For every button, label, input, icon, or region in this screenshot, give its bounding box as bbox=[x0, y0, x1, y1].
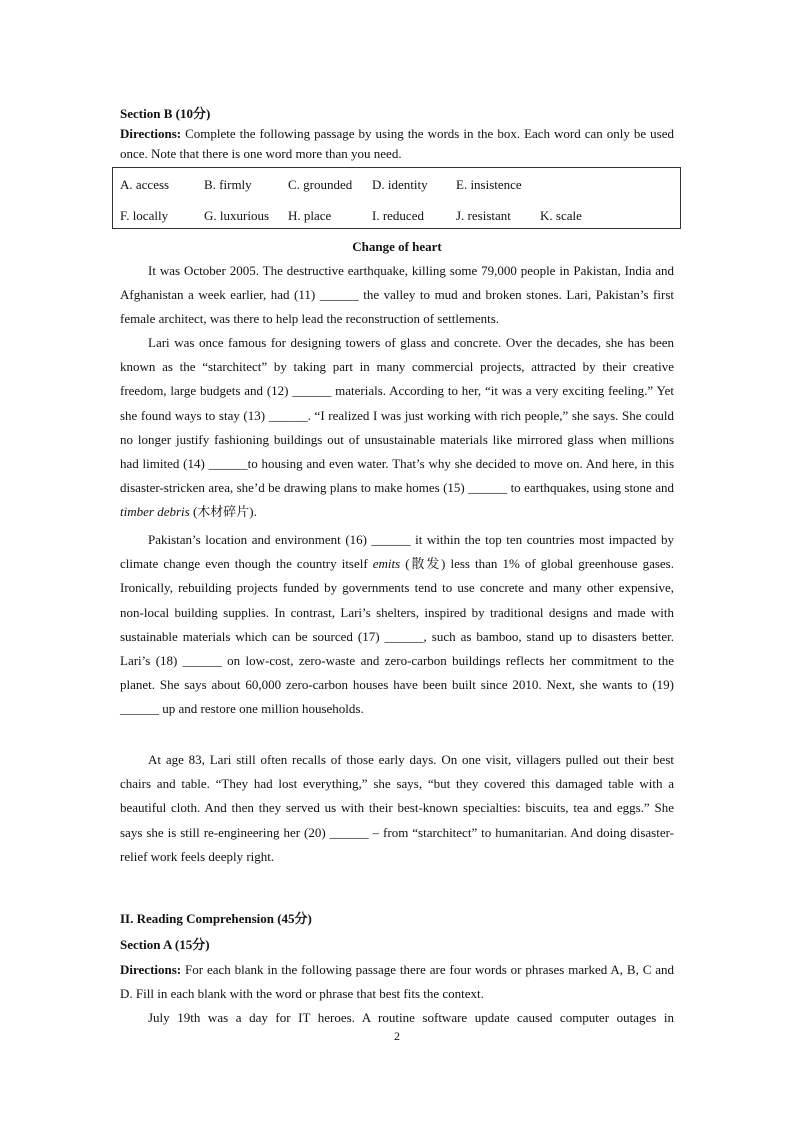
passage-paragraph-3 bbox=[120, 528, 674, 722]
word-option: I. reduced bbox=[372, 208, 424, 223]
word-option: D. identity bbox=[372, 177, 428, 192]
word-option: E. insistence bbox=[456, 177, 522, 192]
directions-label: Directions: bbox=[120, 126, 182, 141]
word-option: H. place bbox=[288, 208, 332, 223]
word-option: K. scale bbox=[540, 208, 582, 223]
p3-text: Pakistan’s location and environment (16) ______ it within the top ten countries most impacted by climate change even though the country itself bbox=[120, 532, 674, 572]
passage-title: Change of heart bbox=[352, 239, 442, 254]
section-a-directions bbox=[120, 958, 674, 1006]
word-option: B. firmly bbox=[204, 177, 252, 192]
passage-paragraph-4: At age 83, Lari still often recalls of those early days. On one visit, villagers pulled out their best chairs and table. “They had lost everything,” she says, “but they covered this damaged table with a beautiful cloth. And then they served us with their best-known specialties: biscuits, tea and eggs.” She says she is still re-engineering her (20) ______ – from “starchitect” to humanitarian. And doing disaster-relief work feels deeply right. bbox=[120, 752, 674, 864]
directions-text: For each blank in the following passage there are four words or phrases marked A, B, C and D. Fill in each blank with the word or phrase that best fits the context. bbox=[120, 962, 675, 1002]
word-option: G. luxurious bbox=[204, 208, 269, 223]
word-option: A. access bbox=[120, 177, 170, 192]
word-option: C. grounded bbox=[288, 177, 353, 192]
p2-text: Lari was once famous for designing towers of glass and concrete. Over the decades, she has been known as the “starchitect” by taking part in many commercial projects, attracted by their creative freedom, large budgets and (12) ______ materials. According to her, “it was a very exciting feeling.” Yet she found ways to stay (13) ______. “I realized I was just working with rich people,” she says. She could no longer justify fashioning buildings out of unsustainable materials like mirrored glass when millions had limited (14) ______to housing and even water. That’s why she decided to move on. And here, in this disaster-stricken area, she’d be drawing plans to make homes (15) ______ to earthquakes, using stone and bbox=[120, 335, 674, 496]
reading-heading: II. Reading Comprehension (45分) bbox=[120, 911, 312, 926]
word-option: F. locally bbox=[120, 208, 169, 223]
p2-gloss: (木材碎片). bbox=[189, 504, 257, 520]
p3-text-rest: (散发) less than 1% of global greenhouse gases. Ironically, rebuilding projects funded by governments tend to use concrete and many other expensive, non-local building supplies. In contrast, Lari’s shelters, inspired by traditional designs and made with sustainable materials which can be sourced (17) ______, such as bamboo, stand up to disasters better. Lari’s (18) ______ on low-cost, zero-waste and zero-carbon buildings reflects her commitment to the planet. She says about 60,000 zero-carbon houses have been built since 2010. Next, she wants to (19) ______ up and restore one million households. bbox=[120, 556, 674, 717]
directions-text: Complete the following passage by using the words in the box. Each word can only be used once. Note that there is one word more than you need. bbox=[120, 126, 674, 161]
passage-paragraph-1: It was October 2005. The destructive earthquake, killing some 79,000 people in Pakistan, India and Afghanistan a week earlier, had (11) ______ the valley to mud and broken stones. Lari, Pakistan’s first female architect, was there to help lead the reconstruction of settlements. bbox=[120, 263, 674, 327]
p3-italic-term: emits bbox=[372, 556, 401, 572]
page-number: 2 bbox=[394, 1029, 400, 1043]
word-option: J. resistant bbox=[456, 208, 511, 223]
directions-label: Directions: bbox=[120, 962, 182, 977]
section-b-directions bbox=[120, 124, 674, 164]
passage-paragraph-2 bbox=[120, 331, 674, 525]
p2-italic-term: timber debris bbox=[120, 504, 190, 520]
word-box bbox=[112, 167, 681, 229]
section-b-heading: Section B (10分) bbox=[120, 106, 211, 121]
section-a-heading: Section A (15分) bbox=[120, 937, 210, 952]
reading-passage-start: July 19th was a day for IT heroes. A routine software update caused computer outages in bbox=[148, 1010, 674, 1025]
